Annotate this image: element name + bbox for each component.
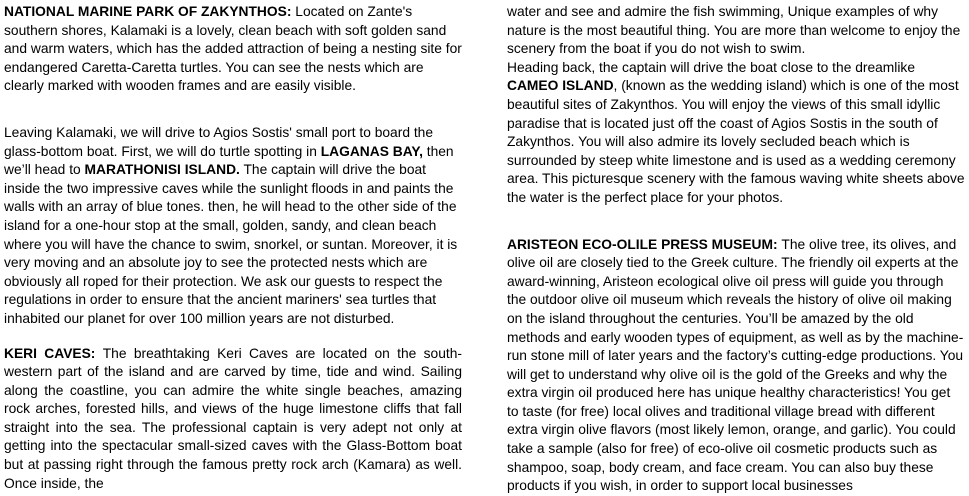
bold-heading-text: LAGANAS BAY, — [320, 143, 423, 159]
bold-heading-text: ARISTEON ECO-OLILE PRESS MUSEUM: — [507, 236, 782, 252]
paragraph — [507, 59, 965, 208]
body-text: Heading back, the captain will drive the boat close to the dreamlike — [507, 59, 916, 75]
body-text: water and see and admire the fish swimming, Unique examples of why nature is the most beautiful thing. You are more than welcome to enjoy the scenery from the boat if you do not wish to swim. — [507, 4, 961, 57]
bold-heading-text: MARATHONISI ISLAND. — [84, 162, 240, 178]
bold-heading-text: KERI CAVES: — [4, 345, 103, 361]
body-text: The breathtaking Keri Caves are located on the south-western part of the island and are carved by time, tide and wind. Sailing along the coastline, you can admire the white single beaches, amazing rock arches, forested hills, and views of the huge limestone cliffs that fall straight into the sea. The professional captain is very adept not only at getting into the spectacular small-sized caves with the Glass-Bottom boat but at passing right through the famous pretty rock arch (Kamara) as well. Once inside, the — [4, 345, 463, 491]
left-column — [4, 3, 462, 496]
body-text: The olive tree, its olives, and olive oil are closely tied to the Greek culture. The friendly oil experts at the award-winning, Aristeon ecological olive oil press will guide you through the outdoor olive oil museum which reveals the history of olive oil making on the island throughout the centuries. You’ll be amazed by the old methods and early wooden types of equipment, as well as by the machine-run stone mill of later years and the factory’s cutting-edge productions. You will get to understand why olive oil is the gold of the Greeks and why the extra virgin oil produced here has unique healthy characteristics! You get to taste (for free) local olives and traditional village bread with different extra virgin olive flavors (most likely lemon, orange, and garlic). You could take a sample (also for free) of eco-olive oil cosmetic products such as shampoo, soap, body cream, and face cream. You can also buy these products if you wish, in order to support local businesses — [507, 236, 964, 494]
paragraph — [507, 3, 965, 59]
text-columns — [4, 3, 964, 496]
body-text: Leaving Kalamaki, we will drive to Agios Sostis' small port to board the glass-bottom boat. First, we will do turtle spotting in — [4, 124, 434, 159]
paragraph — [507, 236, 965, 496]
paragraph — [4, 345, 462, 494]
right-column — [507, 3, 965, 496]
body-text: , (known as the wedding island) which is one of the most beautiful sites of Zakynthos. You will enjoy the views of this small idyllic paradise that is located just off the coast of Agios Sostis in the south of Zakynthos. You will also admire its lovely secluded beach which is surrounded by steep white limestone and is used as a wedding ceremony area. This picturesque scenery with the famous waving white sheets above the water is the perfect place for your photos. — [507, 78, 965, 205]
body-text: The captain will drive the boat inside the two impressive caves while the sunlight floods in and paints the walls with an array of blue tones. then, he will head to the other side of the island for a one-hour stop at the small, golden, sandy, and clean beach where you will have the chance to swim, snorkel, or suntan. Moreover, it is very moving and an absolute joy to see the protected nests which are obviously all roped for their protection. We ask our guests to respect the regulations in order to ensure that the ancient mariners' sea turtles that inhabited our planet for over 100 million years are not disturbed. — [4, 162, 458, 326]
paragraph — [4, 124, 462, 329]
bold-heading-text: NATIONAL MARINE PARK OF ZAKYNTHOS: — [4, 4, 296, 19]
body-text: Located on Zante's southern shores, Kalamaki is a lovely, clean beach with soft golden sand and warm waters, which has the added attraction of being a nesting site for endangered Caretta-Caretta turtles. You can see the nests which are clearly marked with wooden frames and are easily visible. — [4, 4, 462, 94]
paragraph — [4, 3, 462, 96]
body-text: then we’ll head to — [4, 143, 454, 178]
bold-heading-text: CAMEO ISLAND — [507, 78, 614, 94]
